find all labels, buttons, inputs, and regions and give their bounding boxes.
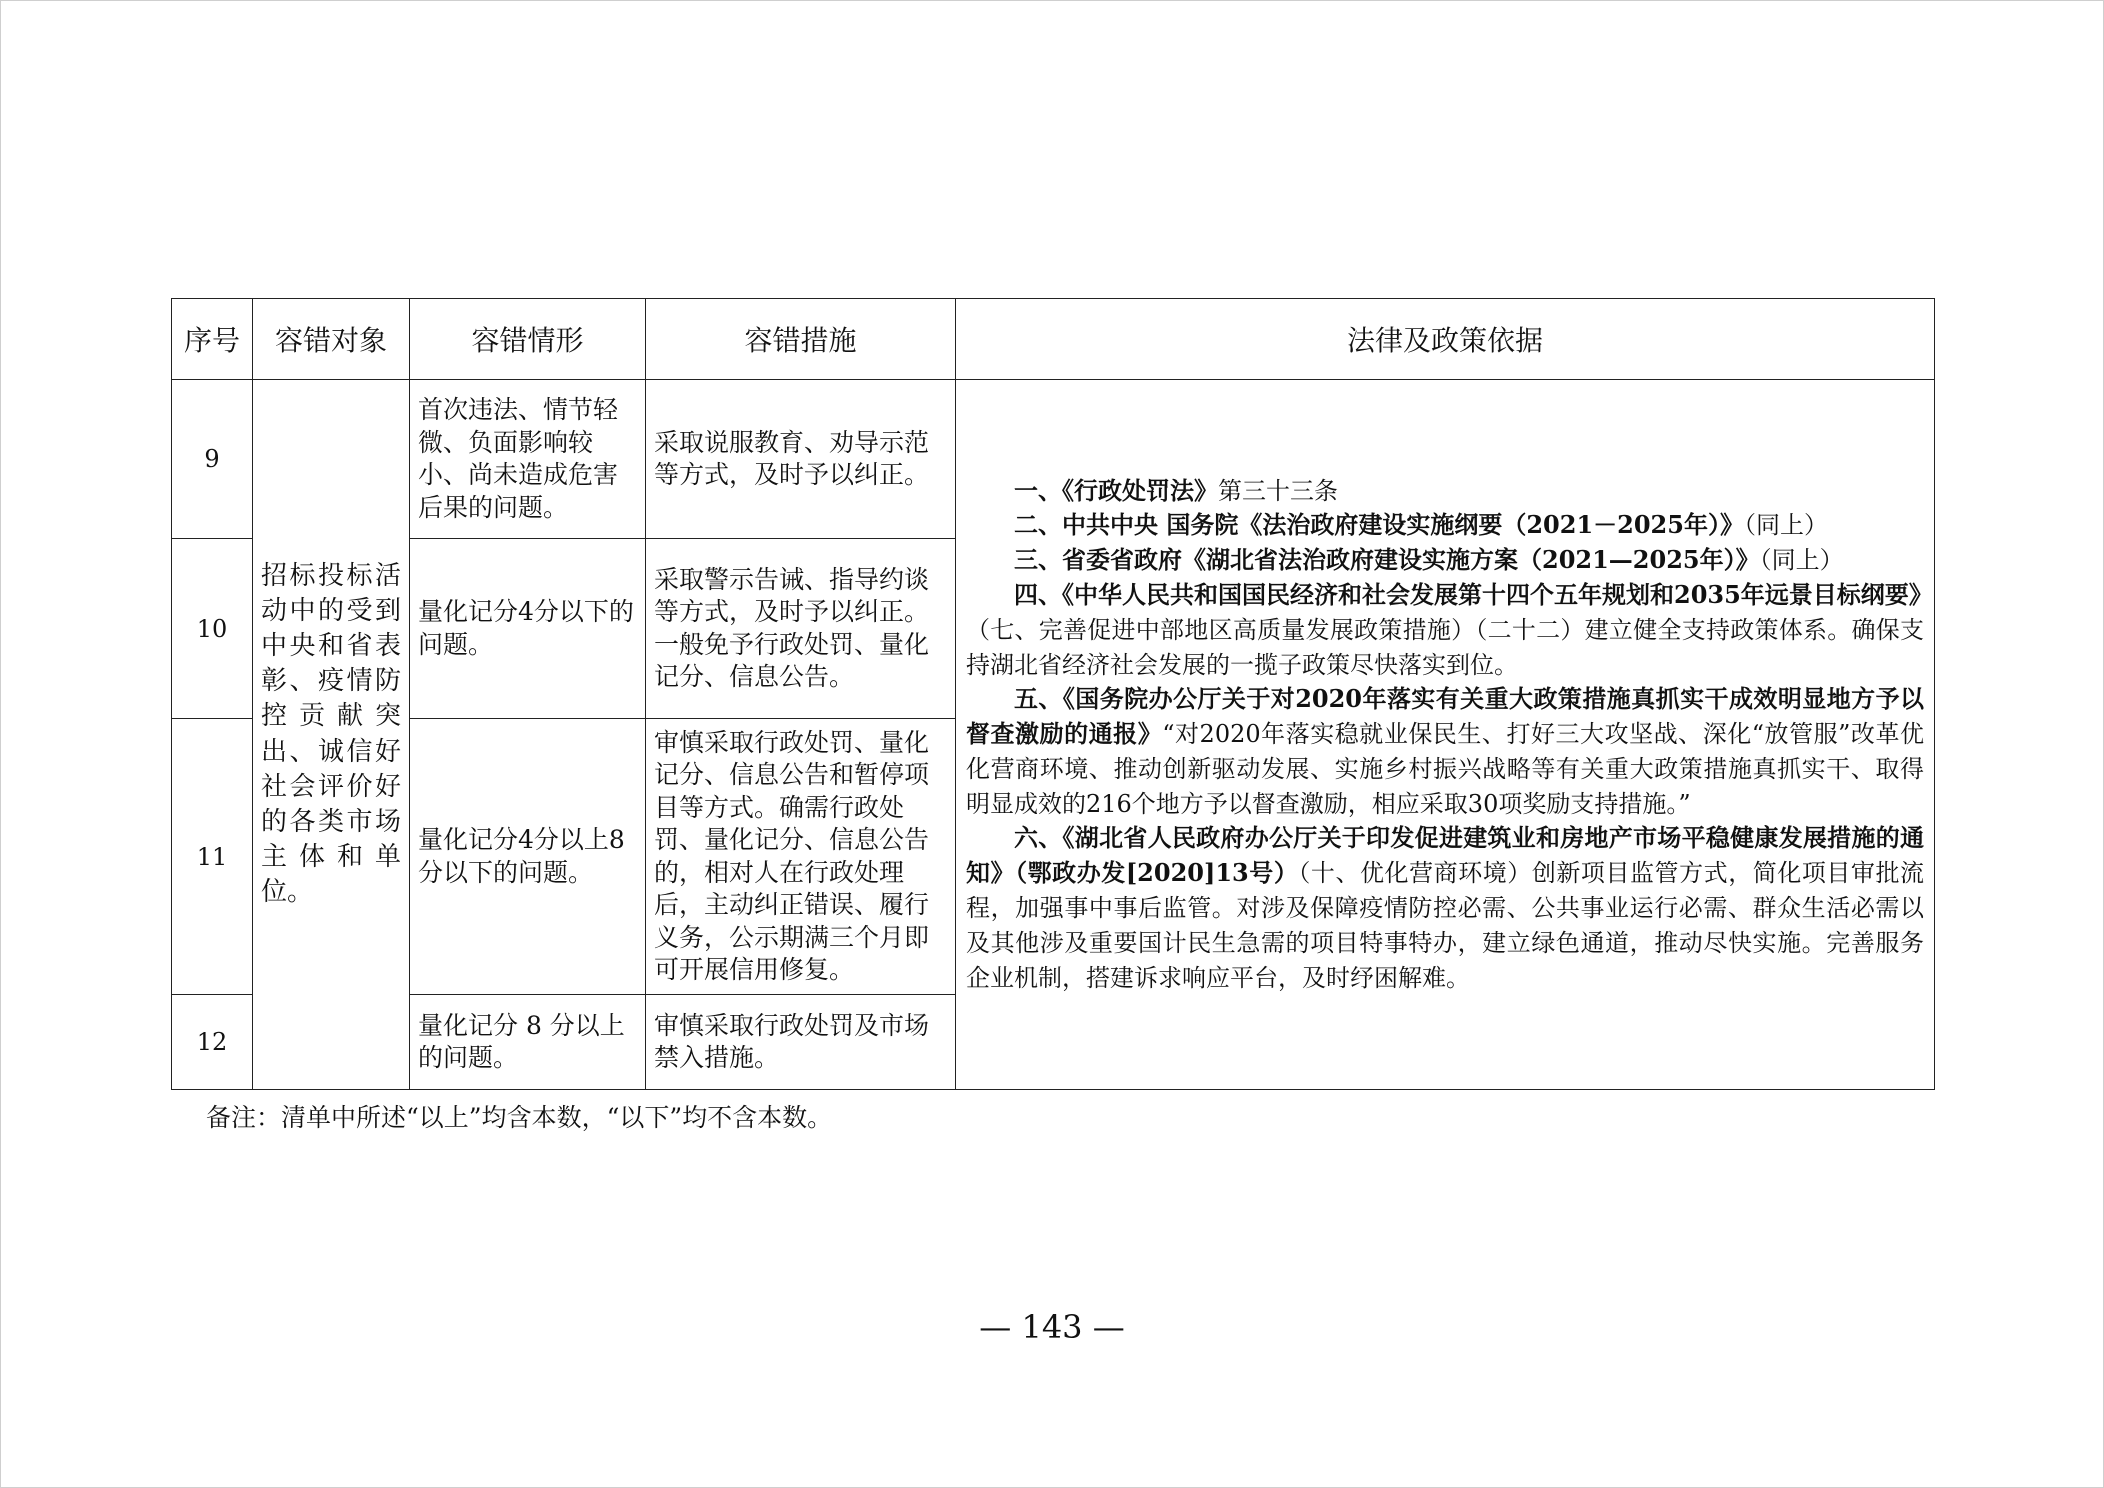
row-situation: 量化记分4分以下的问题。: [410, 539, 646, 719]
row-seq: 11: [172, 719, 253, 995]
row-measure: 审慎采取行政处罚及市场禁入措施。: [646, 995, 956, 1090]
page-title: [440, 198, 1240, 258]
row-seq: 12: [172, 995, 253, 1090]
basis-item: 五、《国务院办公厅关于对2020年落实有关重大政策措施真抓实干成效明显地方予以督查激励的通报》“对2020年落实稳就业保民生、打好三大攻坚战、深化“放管服”改革优化营商环境、推动创新驱动发展、实施乡村振兴战略等有关重大政策措施真抓实干、取得明显成效的216个地方予以督查激励，相应采取30项奖励支持措施。”: [966, 684, 1924, 818]
header-target: 容错对象: [253, 299, 410, 380]
fault-target: 招标投标活动中的受到中央和省表彰、疫情防控贡献突出、诚信好社会评价好的各类市场主体和单位。: [253, 380, 410, 1090]
header-measure: 容错措施: [646, 299, 956, 380]
row-measure: 采取警示告诫、指导约谈等方式，及时予以纠正。一般免予行政处罚、量化记分、信息公告。: [646, 539, 956, 719]
table-row: [172, 380, 1935, 539]
header-basis: 法律及政策依据: [956, 299, 1935, 380]
fault-tolerance-table: [171, 298, 1935, 1090]
row-situation: 量化记分 8 分以上的问题。: [410, 995, 646, 1090]
footnote: 备注：清单中所述“以上”均含本数，“以下”均不含本数。: [206, 1103, 833, 1132]
row-measure: 审慎采取行政处罚、量化记分、信息公告和暂停项目等方式。确需行政处罚、量化记分、信息公告的，相对人在行政处理后，主动纠正错误、履行义务，公示期满三个月即可开展信用修复。: [646, 719, 956, 995]
basis-item: 三、省委省政府《湖北省法治政府建设实施方案（2021—2025年）》（同上）: [1014, 545, 1844, 575]
table-header-row: [172, 299, 1935, 380]
basis-item: 四、《中华人民共和国国民经济和社会发展第十四个五年规划和2035年远景目标纲要》（七、完善促进中部地区高质量发展政策措施）（二十二）建立健全支持政策体系。确保支持湖北省经济社会发展的一揽子政策尽快落实到位。: [966, 579, 1933, 679]
row-seq: 10: [172, 539, 253, 719]
basis-item: 一、《行政处罚法》第三十三条: [1014, 475, 1338, 505]
row-situation: 首次违法、情节轻微、负面影响较小、尚未造成危害后果的问题。: [410, 380, 646, 539]
header-seq: 序号: [172, 299, 253, 380]
header-situation: 容错情形: [410, 299, 646, 380]
row-situation: 量化记分4分以上8分以下的问题。: [410, 719, 646, 995]
basis-item: 二、中共中央 国务院《法治政府建设实施纲要（2021－2025年）》（同上）: [1014, 510, 1828, 540]
row-measure: 采取说服教育、劝导示范等方式，及时予以纠正。: [646, 380, 956, 539]
legal-basis: [956, 380, 1935, 1090]
row-seq: 9: [172, 380, 253, 539]
basis-item: 六、《湖北省人民政府办公厅关于印发促进建筑业和房地产市场平稳健康发展措施的通知》（鄂政办发[2020]13号）（十、优化营商环境）创新项目监管方式，简化项目审批流程，加强事中事后监管。对涉及保障疫情防控必需、公共事业运行必需、群众生活必需以及其他涉及重要国计民生急需的项目特事特办，建立绿色通道，推动尽快实施。完善服务企业机制，搭建诉求响应平台，及时纾困解难。: [966, 823, 1925, 992]
page-number: — 143 —: [979, 1308, 1125, 1346]
